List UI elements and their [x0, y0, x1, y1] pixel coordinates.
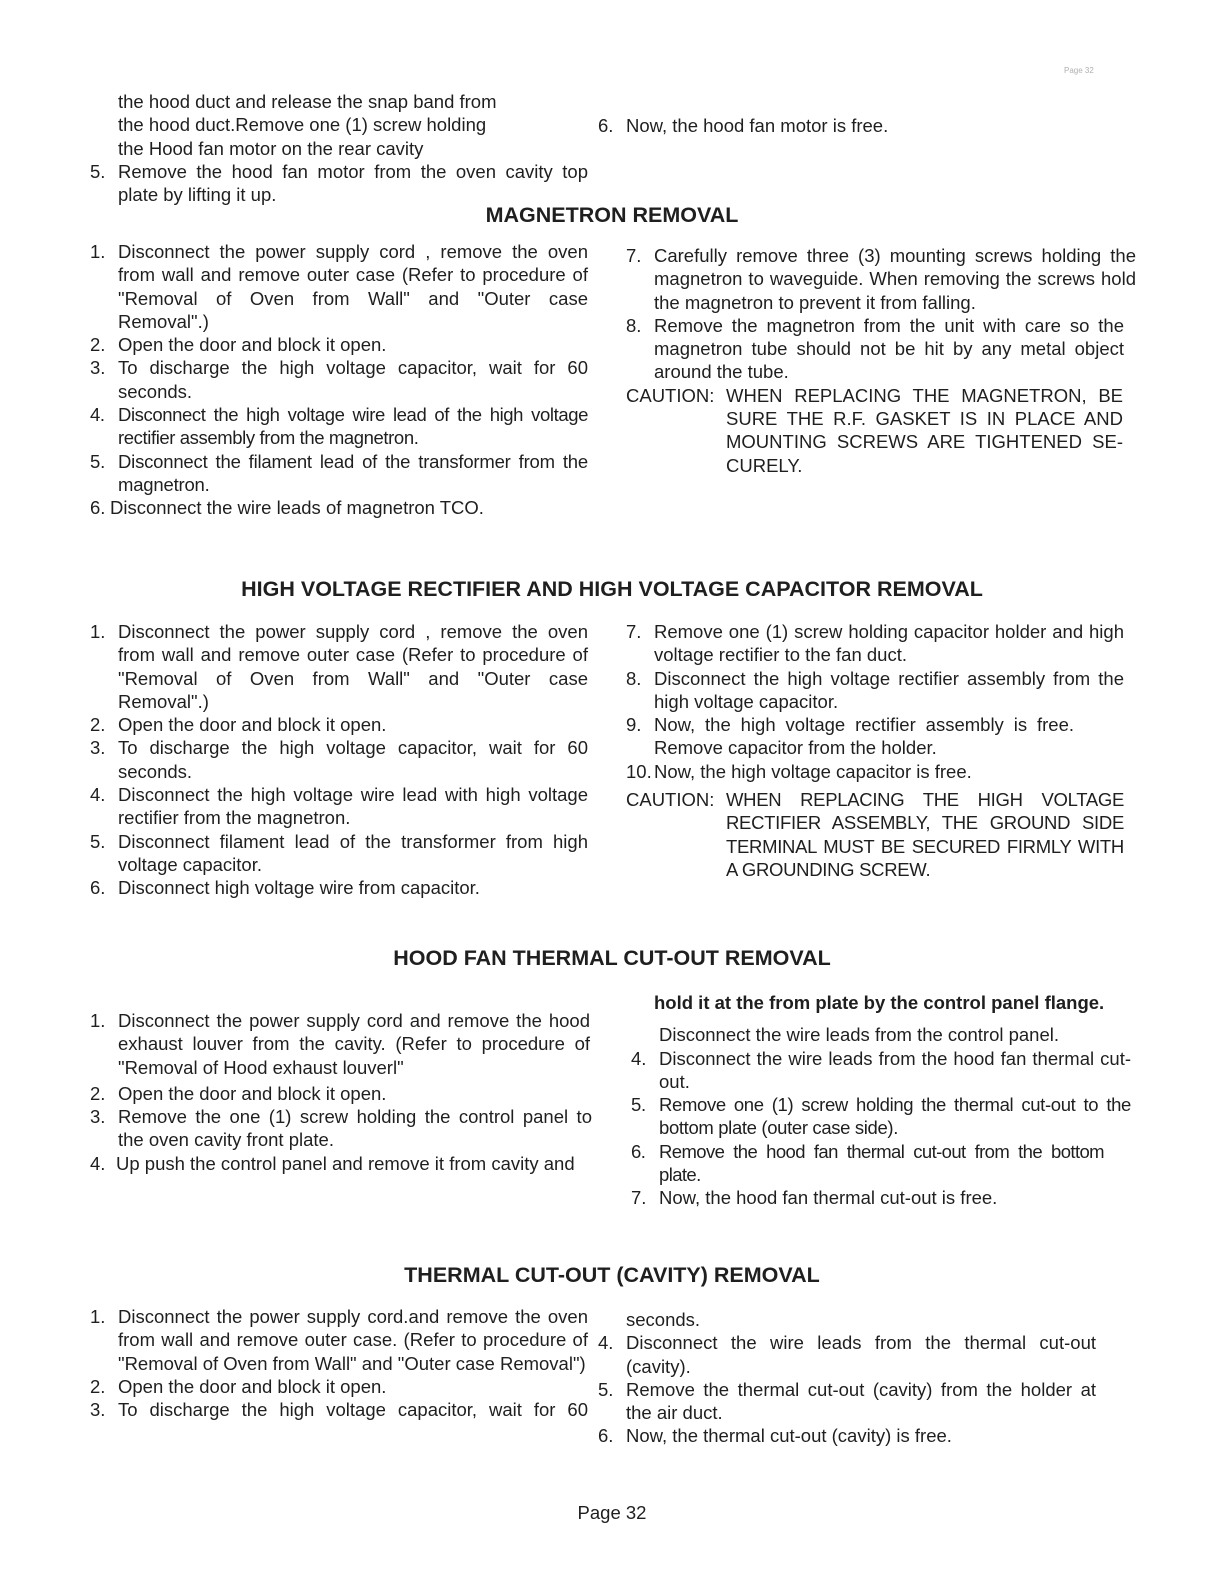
list-item: 3. To discharge the high voltage capacitor, wait for 60 seconds. [90, 357, 588, 402]
list-item: 4. Disconnect the wire leads from the hood fan thermal cut-out. [631, 1047, 1131, 1092]
cavity-tco-right-column [598, 1308, 1096, 1448]
list-item: 7. Remove one (1) screw holding capacitor holder and high voltage rectifier to the fan duct. [626, 621, 1124, 666]
list-item: 5. Remove the thermal cut-out (cavity) from the holder at the air duct. [598, 1378, 1096, 1424]
magnetron-right-column [626, 244, 1136, 477]
list-item: 7. Now, the hood fan thermal cut-out is free. [631, 1187, 998, 1209]
list-item: 2. Open the door and block it open. [90, 714, 387, 736]
list-item: 6. Now, the thermal cut-out (cavity) is free. [598, 1425, 952, 1447]
list-item: 6. Now, the hood fan motor is free. [598, 115, 889, 136]
list-item: 1. Disconnect the power supply cord , remove the oven from wall and remove outer case (Refer to procedure of "Removal of Oven from Wall" and "Outer case Removal".) [90, 241, 588, 332]
list-item: 10. Now, the high voltage capacitor is free. [626, 760, 972, 782]
hv-left-list [90, 620, 588, 900]
hv-left-column [90, 620, 588, 900]
hood-tco-right-list [631, 1047, 1131, 1210]
list-item: 4. Disconnect the high voltage wire lead of the high voltage rectifier assembly from the magnetron. [90, 404, 588, 449]
hv-removal-heading: HIGH VOLTAGE RECTIFIER AND HIGH VOLTAGE CAPACITOR REMOVAL [241, 577, 983, 601]
magnetron-left-column [90, 240, 588, 520]
list-item: 2. Open the door and block it open. [90, 1375, 387, 1397]
hv-right-column [626, 620, 1124, 881]
list-item: 5. Remove the hood fan motor from the oven cavity top plate by lifting it up. [90, 160, 588, 206]
caution-text: WHEN REPLACING THE HIGH VOLTAGE RECTIFIER ASSEMBLY, THE GROUND SIDE TERMINAL MUST BE SECURED FIRMLY WITH A GROUNDING SCREW. [726, 789, 1124, 880]
cavity-tco-left-column [90, 1305, 588, 1421]
continuation-bold-text: hold it at the from plate by the control panel flange. [654, 992, 1105, 1013]
hood-tco-right-column [631, 991, 1131, 1210]
caution-text: WHEN REPLACING THE MAGNETRON, BE SURE THE R.F. GASKET IS IN PLACE AND MOUNTING SCREWS ARE TIGHTENED SE-CURELY. [726, 384, 1123, 476]
continuation-text: the hood duct and release the snap band from the hood duct.Remove one (1) screw holding the Hood fan motor on the rear cavity [118, 91, 497, 159]
list-item: 8. Disconnect the high voltage rectifier assembly from the high voltage capacitor. [626, 667, 1124, 712]
continuation-text: Disconnect the wire leads from the control panel. [659, 1024, 1060, 1046]
hood-tco-left-column [90, 1009, 600, 1175]
cavity-tco-right-list [598, 1331, 1096, 1447]
list-item: 5. Remove one (1) screw holding the thermal cut-out to the bottom plate (outer case side). [631, 1094, 1131, 1139]
magnetron-removal-heading: MAGNETRON REMOVAL [485, 203, 739, 227]
list-item: 3. Remove the one (1) screw holding the control panel to the oven cavity front plate. [90, 1106, 592, 1151]
top-left-column [90, 90, 588, 206]
list-item: 4. Disconnect the high voltage wire lead with high voltage rectifier from the magnetron. [90, 784, 588, 829]
magnetron-right-list [626, 244, 1136, 384]
list-item: 2. Open the door and block it open. [90, 1082, 387, 1104]
cavity-tco-left-list [90, 1305, 588, 1421]
list-item: 5. Disconnect the filament lead of the transformer from the magnetron. [90, 450, 588, 495]
list-item: 1. Disconnect the power supply cord.and remove the oven from wall and remove outer case. (Refer to procedure of "Removal of Oven from Wall" and "Outer case Removal") [90, 1306, 588, 1374]
page-number: Page 32 [577, 1502, 647, 1523]
list-item: 5. Disconnect filament lead of the transformer from high voltage capacitor. [90, 830, 588, 875]
top-right-column [598, 114, 1118, 137]
list-item: 8. Remove the magnetron from the unit with care so the magnetron tube should not be hit by any metal object around the tube. [626, 314, 1124, 383]
top-left-list [90, 160, 588, 207]
hood-tco-heading: HOOD FAN THERMAL CUT-OUT REMOVAL [393, 946, 831, 970]
list-item: 4. Disconnect the wire leads from the thermal cut-out (cavity). [598, 1332, 1096, 1377]
continuation-text: seconds. [626, 1309, 701, 1330]
top-right-list [598, 114, 1118, 137]
list-item: 1. Disconnect the power supply cord and remove the hood exhaust louver from the cavity. (Refer to procedure of "Removal of Hood exhaust louverl" [90, 1010, 590, 1078]
hood-tco-left-list [90, 1009, 600, 1175]
list-item: 1. Disconnect the power supply cord , remove the oven from wall and remove outer case (Refer to procedure of "Removal of Oven from Wall" and "Outer case Removal".) [90, 621, 588, 712]
list-item: 2. Open the door and block it open. [90, 334, 387, 356]
list-item: 6. Disconnect the wire leads of magnetron TCO. [90, 497, 484, 519]
hv-caution [626, 788, 1124, 881]
cavity-tco-heading: THERMAL CUT-OUT (CAVITY) REMOVAL [404, 1263, 820, 1287]
list-item: 6. Disconnect high voltage wire from capacitor. [90, 877, 480, 899]
list-item: 7. Carefully remove three (3) mounting screws holding the magnetron to waveguide. When removing the screws hold the magnetron to prevent it from falling. [626, 245, 1136, 313]
caution-label: CAUTION: [626, 789, 715, 811]
corner-page-mark: Page 32 [1064, 66, 1094, 75]
list-item: 4. Up push the control panel and remove it from cavity and [90, 1152, 575, 1174]
list-item: 9. Now, the high voltage rectifier assembly is free. Remove capacitor from the holder. [626, 714, 1074, 759]
hv-right-list [626, 620, 1124, 783]
caution-label: CAUTION: [626, 384, 715, 406]
list-item: 6. Remove the hood fan thermal cut-out from the bottom plate. [631, 1140, 1104, 1186]
magnetron-left-list [90, 240, 588, 520]
list-item: 3. To discharge the high voltage capacitor, wait for 60 seconds. [90, 737, 588, 782]
magnetron-caution [626, 384, 1123, 477]
list-item: 3. To discharge the high voltage capacitor, wait for 60 [90, 1399, 588, 1421]
